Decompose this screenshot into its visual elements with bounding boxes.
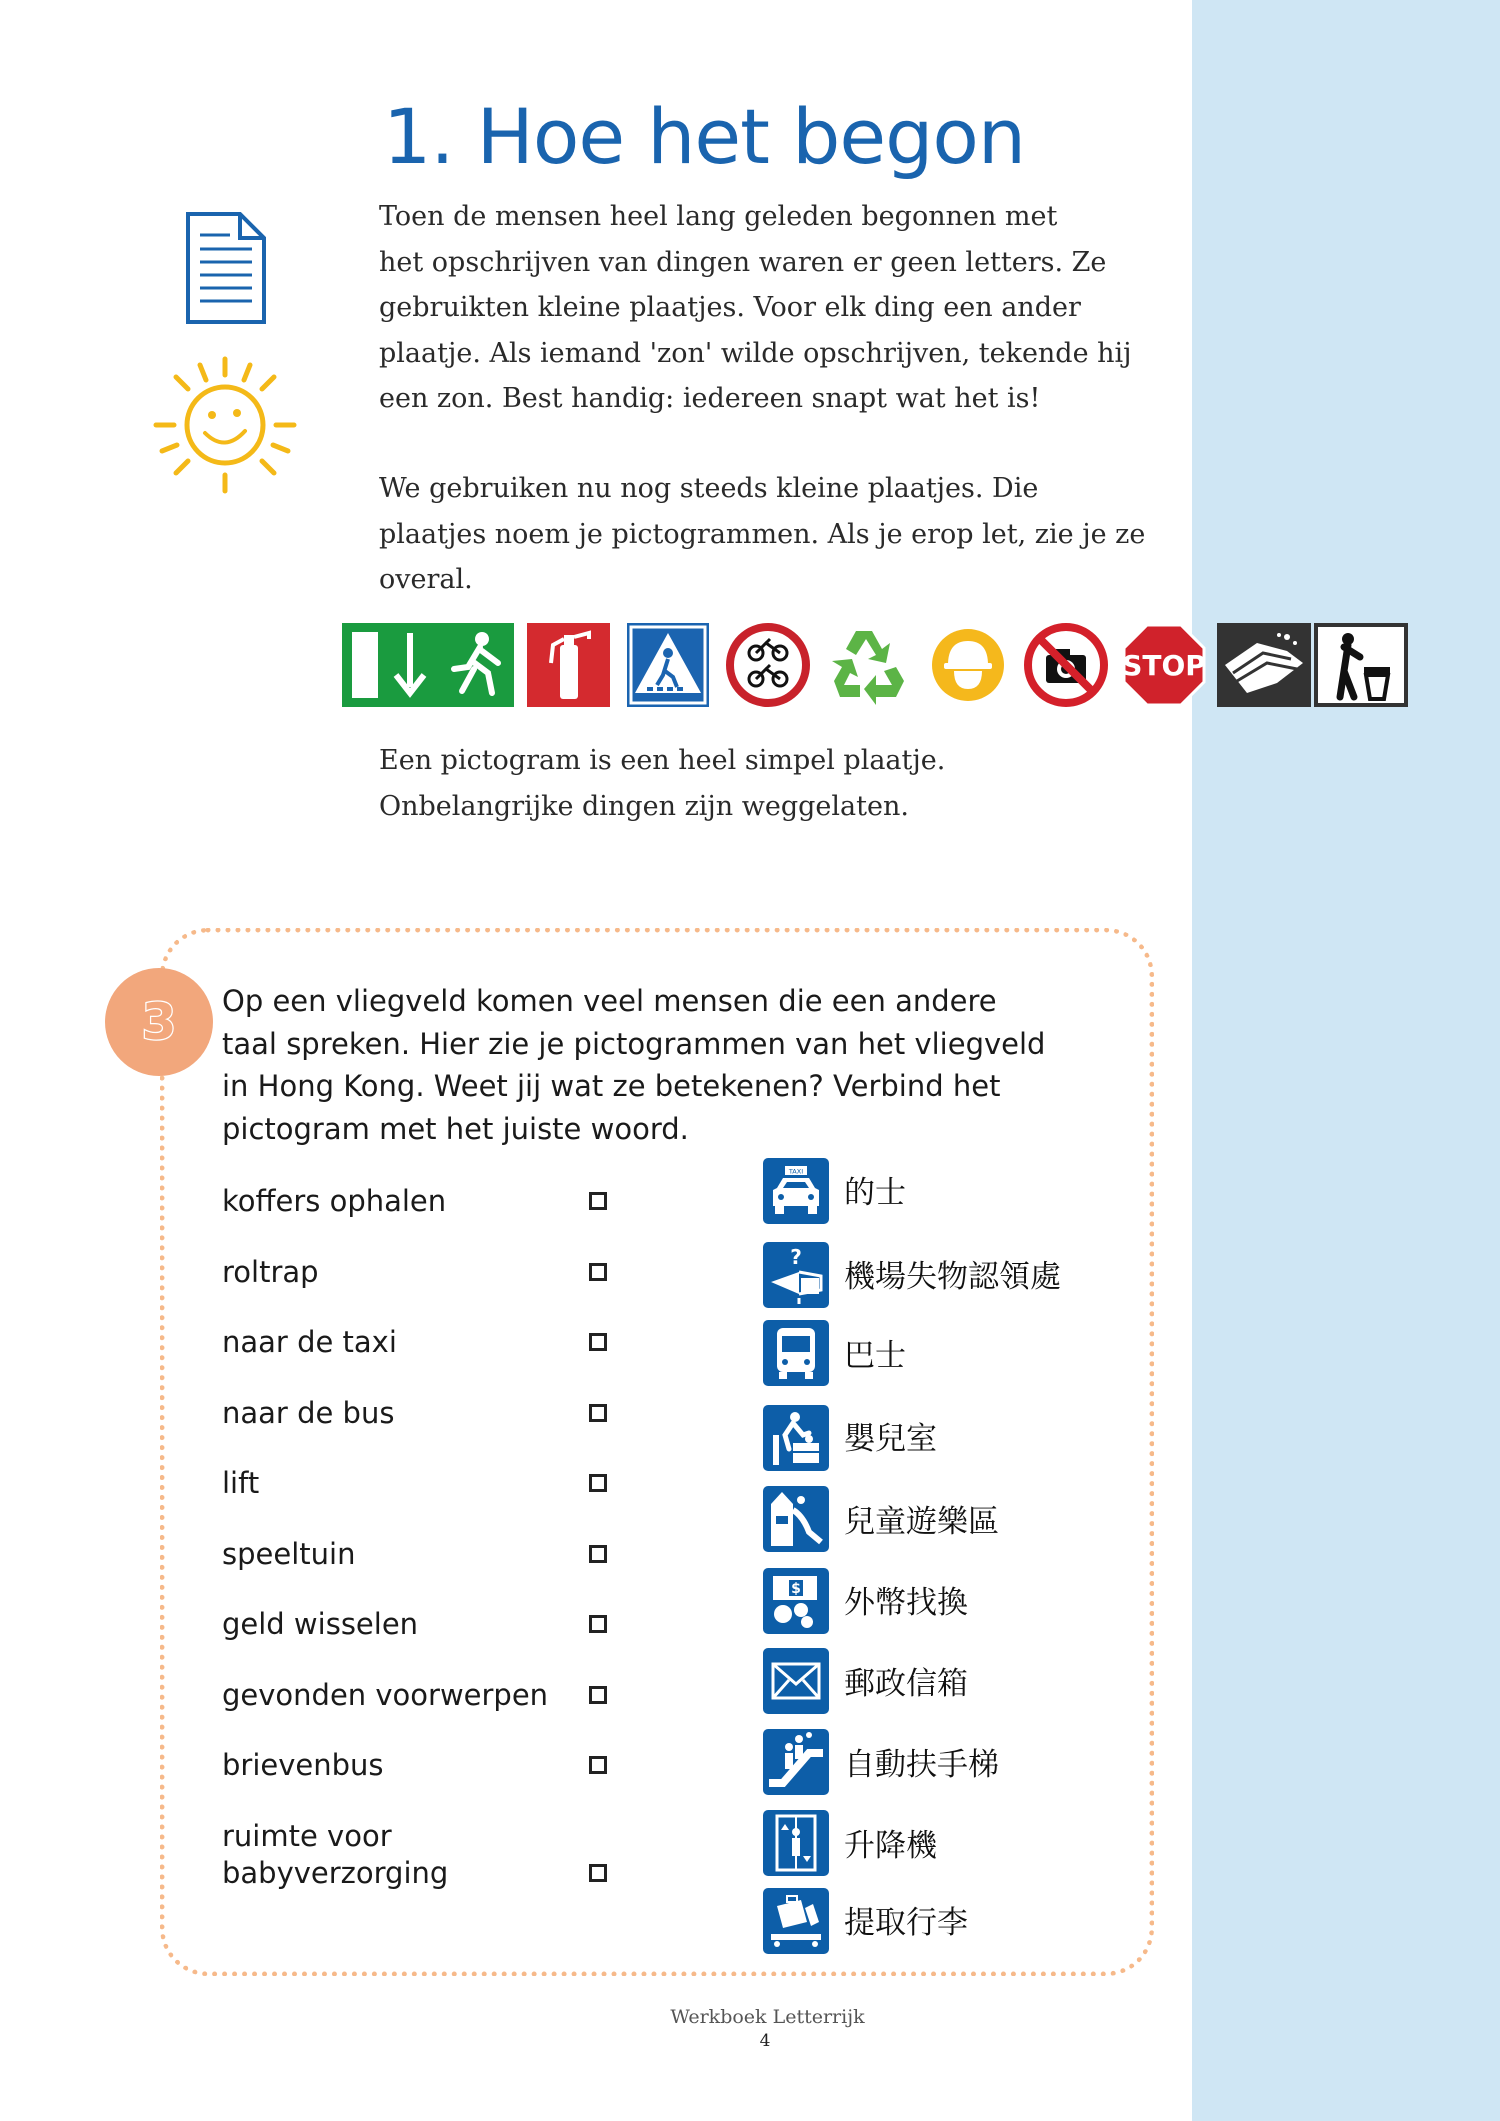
pictogram-label: 外幣找換 <box>844 1585 968 1621</box>
page-number: 4 <box>759 2031 771 2051</box>
pictogram-label: 郵政信箱 <box>844 1666 968 1702</box>
word-item: speeltuin <box>222 1537 356 1571</box>
second-paragraph: We gebruiken nu nog steeds kleine plaatjes. Die plaatjes noem je pictogrammen. Als je erop let, zie je ze overal. <box>379 473 1146 595</box>
hand-wash-icon <box>1217 623 1311 711</box>
pictogram-label: 機場失物認領處 <box>844 1259 1061 1295</box>
taxi-icon <box>763 1158 829 1224</box>
word-item: ruimte voor <box>222 1819 392 1853</box>
hard-hat-icon <box>930 623 1006 711</box>
side-band <box>1192 0 1500 2121</box>
footer-brand: Werkboek Letterrijk <box>670 2006 865 2028</box>
pedestrian-crossing-icon <box>627 623 709 711</box>
litter-bin-icon <box>1314 623 1408 711</box>
fire-extinguisher-icon <box>527 623 610 711</box>
stop-sign-text: STOP <box>1122 649 1206 682</box>
answer-checkbox[interactable] <box>589 1192 607 1210</box>
answer-checkbox[interactable] <box>589 1474 607 1492</box>
baggage-claim-icon <box>763 1888 829 1954</box>
word-item: koffers ophalen <box>222 1184 447 1218</box>
pictogram-label: 兒童遊樂區 <box>844 1504 999 1540</box>
page-title: 1. Hoe het begon <box>383 92 1026 181</box>
svg-text:?: ? <box>790 1245 802 1269</box>
bus-icon <box>763 1320 829 1386</box>
answer-checkbox[interactable] <box>589 1615 607 1633</box>
answer-checkbox[interactable] <box>589 1333 607 1351</box>
playground-icon <box>763 1486 829 1552</box>
word-item: brievenbus <box>222 1748 384 1782</box>
no-photography-icon <box>1024 623 1108 711</box>
word-item: babyverzorging <box>222 1856 449 1890</box>
word-item: roltrap <box>222 1255 319 1289</box>
elevator-icon <box>763 1810 829 1876</box>
lost-property-icon <box>763 1242 829 1308</box>
taxi-sign-text: TAXI <box>788 1167 804 1176</box>
pictogram-definition: Een pictogram is een heel simpel plaatje. Onbelangrijke dingen zijn weggelaten. <box>379 745 946 822</box>
svg-text:$: $ <box>791 1581 801 1597</box>
intro-paragraph: Toen de mensen heel lang geleden begonnen met het opschrijven van dingen waren er geen letters. Ze gebruikten kleine plaatjes. Voor elk ding een ander plaatje. Als iemand 'zon' wilde opschrijven, tekende hij een zon. Best handig: iedereen snapt wat het is! <box>379 201 1132 414</box>
escalator-icon <box>763 1729 829 1795</box>
pictogram-label: 提取行李 <box>844 1905 968 1941</box>
document-icon <box>185 211 267 329</box>
pictogram-label: 巴士 <box>844 1338 906 1374</box>
word-item: geld wisselen <box>222 1607 419 1641</box>
answer-checkbox[interactable] <box>589 1545 607 1563</box>
pictogram-label: 升降機 <box>844 1828 937 1864</box>
word-item: naar de taxi <box>222 1325 397 1359</box>
baby-care-icon <box>763 1405 829 1471</box>
answer-checkbox[interactable] <box>589 1864 607 1882</box>
emergency-exit-icon <box>342 623 514 711</box>
stop-sign-icon <box>1122 623 1206 711</box>
exercise-instruction: Op een vliegveld komen veel mensen die een andere taal spreken. Hier zie je pictogrammen van het vliegveld in Hong Kong. Weet jij wat ze betekenen? Verbind het pictogram met het juiste woord. <box>222 984 1046 1146</box>
answer-checkbox[interactable] <box>589 1686 607 1704</box>
word-item: gevonden voorwerpen <box>222 1678 549 1712</box>
word-item: naar de bus <box>222 1396 395 1430</box>
exercise-number: 3 <box>141 993 177 1051</box>
pictogram-label: 的士 <box>844 1175 906 1211</box>
answer-checkbox[interactable] <box>589 1756 607 1774</box>
answer-checkbox[interactable] <box>589 1404 607 1422</box>
pictogram-label: 嬰兒室 <box>844 1421 937 1457</box>
no-bicycles-icon <box>726 623 810 711</box>
sun-icon <box>150 355 300 499</box>
answer-checkbox[interactable] <box>589 1263 607 1281</box>
recycle-icon <box>826 623 912 711</box>
exercise-number-badge <box>105 968 213 1076</box>
currency-exchange-icon <box>763 1568 829 1634</box>
word-item: lift <box>222 1466 260 1500</box>
pictogram-label: 自動扶手梯 <box>844 1747 999 1783</box>
mailbox-icon <box>763 1648 829 1714</box>
